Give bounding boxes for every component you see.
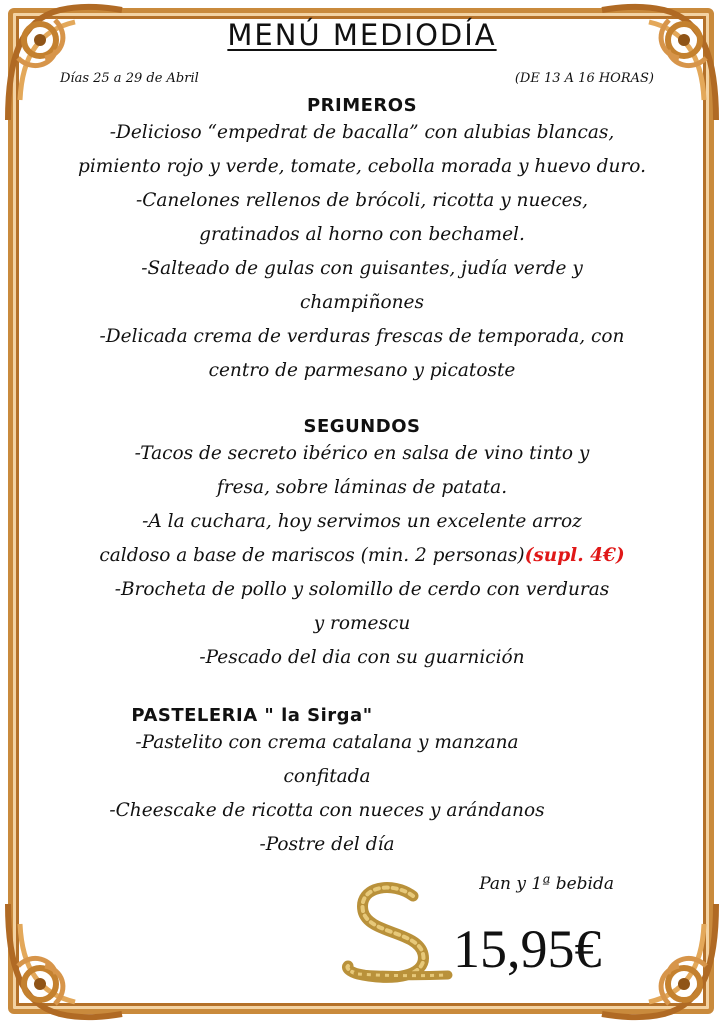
menu-hours: (DE 13 A 16 HORAS) <box>514 71 654 86</box>
dish-line: -Delicioso “empedrat de bacalla” con alubias blancas, <box>109 122 615 143</box>
rope-logo-icon <box>338 876 458 986</box>
ornamental-corner-icon <box>594 894 724 1024</box>
section-title-primeros: PRIMEROS <box>306 95 418 116</box>
dish-item <box>30 116 694 184</box>
dish-line: confitada <box>283 766 371 787</box>
dish-item <box>0 828 694 862</box>
dish-line: -Tacos de secreto ibérico en salsa de vino tinto y <box>134 443 590 464</box>
dish-line: pimiento rojo y verde, tomate, cebolla morada y huevo duro. <box>78 156 646 177</box>
primeros-list <box>30 116 694 388</box>
dish-line-text: caldoso a base de mariscos (min. 2 personas) <box>99 545 525 566</box>
menu-title-text: MENÚ MEDIODÍA <box>227 18 497 52</box>
dish-line: -Canelones rellenos de brócoli, ricotta y nueces, <box>135 190 588 211</box>
dish-item <box>30 437 694 505</box>
ornamental-corner-icon <box>0 894 130 1024</box>
dish-line: -Pastelito con crema catalana y manzana <box>135 732 519 753</box>
dish-line <box>30 539 694 573</box>
dish-item <box>0 794 694 828</box>
dish-item <box>30 505 694 573</box>
dish-item <box>30 184 694 252</box>
dish-item <box>30 573 694 641</box>
dish-line: -Cheescake de ricotta con nueces y arándanos <box>109 800 545 821</box>
dish-item <box>30 252 694 320</box>
menu-title <box>0 18 724 52</box>
dish-item <box>0 726 694 794</box>
menu-dates: Días 25 a 29 de Abril <box>60 71 199 86</box>
menu-content <box>30 92 694 862</box>
dish-item <box>30 641 694 675</box>
section-title-segundos: SEGUNDOS <box>303 416 421 437</box>
dish-line: y romescu <box>313 613 411 634</box>
section-title-pasteleria: PASTELERIA " la Sirga" <box>131 705 373 726</box>
dish-line: -Brocheta de pollo y solomillo de cerdo con verduras <box>114 579 610 600</box>
dish-line: -A la cuchara, hoy servimos un excelente arroz <box>142 511 582 532</box>
dish-line: centro de parmesano y picatoste <box>208 360 516 381</box>
dish-line: -Postre del día <box>259 834 395 855</box>
includes-note: Pan y 1ª bebida <box>479 874 614 894</box>
dish-line: champiñones <box>299 292 425 313</box>
dish-line: gratinados al horno con bechamel. <box>199 224 525 245</box>
dish-item <box>30 320 694 388</box>
dish-line: -Pescado del dia con su guarnición <box>199 647 525 668</box>
supplement-badge: (supl. 4€) <box>524 545 625 566</box>
dish-line: -Delicada crema de verduras frescas de temporada, con <box>99 326 625 347</box>
dish-line: -Salteado de gulas con guisantes, judía verde y <box>141 258 583 279</box>
menu-price: 15,95€ <box>453 919 602 979</box>
pasteleria-list <box>0 726 694 862</box>
dish-line: fresa, sobre láminas de patata. <box>216 477 508 498</box>
segundos-list <box>30 437 694 675</box>
